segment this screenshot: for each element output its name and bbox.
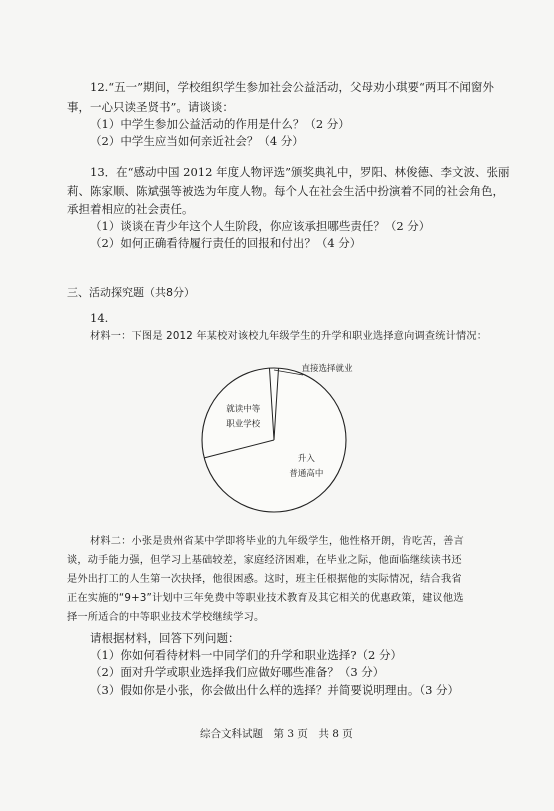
q14-subquestion-2: （2）面对升学或职业选择我们应做好哪些准备？（3 分）: [90, 665, 385, 679]
pie-chart-group: [202, 363, 353, 512]
q12-stem-line2: 事，一心只读圣贤书”。请谈谈：: [67, 100, 234, 114]
q14-material2-line5: 择一所适合的中等职业技术学校继续学习。: [67, 612, 265, 623]
q14-material2-line3: 是外出打工的人生第一次抉择，他很困惑。这时，班主任根据他的实际情况，结合我省: [67, 574, 462, 585]
q14-subquestion-3: （3）假如你是小张，你会做出什么样的选择？并简要说明理由。（3 分）: [90, 683, 460, 697]
q13-subquestion-2: （2）如何正确看待履行责任的回报和付出？（4 分）: [90, 236, 362, 250]
pie-label-vocational-school: 就读中等职业学校: [226, 404, 261, 430]
pie-label-employment: 直接选择就业: [301, 364, 353, 374]
q13-subquestion-1: （1）谈谈在青少年这个人生阶段，你应该承担哪些责任？（2 分）: [90, 219, 431, 233]
q14-material2-line4: 正在实施的“9+3”计划中三年免费中等职业技术教育及其它相关的优惠政策，建议他选: [67, 593, 464, 604]
q12-subquestion-1: （1）中学生参加公益活动的作用是什么？（2 分）: [90, 117, 350, 131]
section-heading: 三、活动探究题（共8分）: [67, 286, 195, 299]
q14-subquestion-1: （1）你如何看待材料一中同学们的升学和职业选择?（2 分）: [90, 648, 402, 662]
q12-subquestion-2: （2）中学生应当如何亲近社会？（4 分）: [90, 134, 304, 148]
page-footer: 综合文科试题 第 3 页 共 8 页: [200, 728, 353, 740]
q13-stem-line3: 承担着相应的社会责任。: [67, 202, 194, 216]
q14-material2-line2: 谈，动手能力强，但学习上基础较差，家庭经济困难，在毕业之际，他面临继续读书还: [67, 555, 462, 566]
q14-material1: 材料一：下图是 2012 年某校对该校九年级学生的升学和职业选择意向调查统计情况：: [90, 331, 488, 342]
q13-stem-line1: 13．在“感动中国 2012 年度人物评选”颁奖典礼中，罗阳、林俊德、李文波、张丽: [90, 165, 510, 179]
q14-prompt: 请根据材料，回答下列问题：: [90, 631, 240, 645]
pie-label-high-school: 升入普通高中: [289, 453, 324, 479]
q14-number: 14.: [90, 311, 109, 325]
q14-material2-line1: 材料二：小张是贵州省某中学即将毕业的九年级学生，他性格开朗，肯吃苦，善言: [90, 536, 464, 547]
q12-stem-line1: 12.“五一”期间，学校组织学生参加社会公益活动，父母劝小琪要“两耳不闻窗外: [90, 80, 494, 94]
q13-stem-line2: 莉、陈家顺、陈斌强等被选为年度人物。每个人在社会生活中扮演着不同的社会角色，: [67, 184, 504, 198]
